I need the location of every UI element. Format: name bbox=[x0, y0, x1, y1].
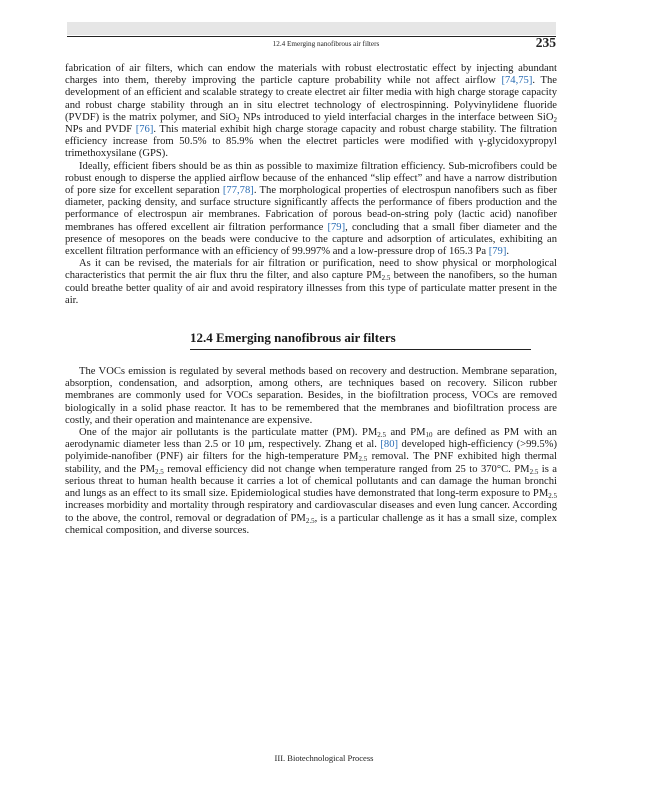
subscript: 2.5 bbox=[377, 431, 387, 440]
subscript: 2.5 bbox=[381, 274, 391, 283]
footer-part-title: III. Biotechnological Process bbox=[274, 753, 374, 763]
paragraph: Ideally, efficient fibers should be as thin as possible to maximize filtration efficiency. Sub-microfibers could be robust enough to disperse the applied airflow because of the enhanced “slip effect” and have a narrow distribution of pore size for excellent separation [77,78]. The morphological properties of electrospun nanofibers such as fiber diameter, packing density, and surface structure significantly affects the performance of fibers production and the performance of electrospun air membranes. Fabrication of porous bead-on-string poly (lactic acid) nanofiber membranes has offered excellent air filtration performance [79], concluding that a small fiber diameter and the presence of mesopores on the beads were conducive to the capture and adsorption of articulates, exhibiting an excellent filtration performance with an efficiency of 99.997% and a low-pressure drop of 165.3 Pa [79]. bbox=[65, 160, 557, 258]
subscript: 2.5 bbox=[155, 467, 164, 476]
section-paragraphs bbox=[65, 366, 557, 537]
citation-link[interactable]: [79] bbox=[327, 221, 346, 233]
subscript: 2.5 bbox=[358, 455, 368, 464]
citation-link[interactable]: [80] bbox=[380, 439, 399, 451]
page-body bbox=[65, 63, 557, 537]
subscript: 2.5 bbox=[548, 492, 557, 501]
page-number: 235 bbox=[535, 35, 556, 50]
paragraph: fabrication of air filters, which can endow the materials with robust electrostatic effect by injecting abundant charges into them, thereby improving the particle capture probability while not affect airflow [74,75]. The development of an efficient and scalable strategy to create electret air filter media with high charge storage capacity and robust charge stability through an in situ electret technology of electrospinning. Polyvinylidene fluoride (PVDF) is the matrix polymer, and SiO$_2$ NPs introduced to yield interfacial charges in the interface between SiO$_2$ NPs and PVDF [76]. This material exhibit high charge storage capacity and robust charge stability. The filtration efficiency increase from 50.5% to 85.9% when the electret particles were modified with γ-glycidoxypropyl trimethoxysilane (GPS). bbox=[65, 63, 558, 160]
paragraph: One of the major air pollutants is the particulate matter (PM). $PM_{2.5}$ and $PM_{10}$ are defined as PM with an aerodynamic diameter less than 2.5 or 10 μm, respectively. Zhang et al. [80] developed high-efficiency (>99.5%) polyimide-nanofiber (PNF) air filters for the high-temperature $PM_{2.5}$ removal. The PNF exhibited high thermal stability, and the $PM_{2.5}$ removal efficiency did not change when temperature ranged from 25 to 370°C. $PM_{2.5}$ is a serious threat to human health because it carries a lot of chemical pollutants and can damage the human bronchi and lungs as an effect to its small size. Epidemiological studies have demonstrated that long-term exposure to $PM_{2.5}$ increases morbidity and mortality through respiratory and cardiovascular diseases and even lung cancer. According to the above, the control, removal or degradation of $PM_{2.5}$, is a particular challenge as it has a small size, complex chemical composition, and diverse sources. bbox=[65, 427, 558, 536]
subscript: 2.5 bbox=[529, 467, 539, 476]
header-band bbox=[67, 22, 556, 35]
running-head: 12.4 Emerging nanofibrous air filters bbox=[272, 40, 380, 48]
paragraph: As it can be revised, the materials for air filtration or purification, need to show physical or morphological characteristics that permit the air flux thru the filter, and also capture $PM_{2.5}$ between the nanofibers, so the human could breathe better quality of air and avoid respiratory illnesses from this type of particulate matter present in the air. bbox=[65, 258, 557, 306]
section-heading: 12.4 Emerging nanofibrous air filters bbox=[190, 330, 531, 350]
subscript: 2 bbox=[236, 115, 240, 124]
header-rule bbox=[67, 36, 556, 37]
citation-link[interactable]: [74,75] bbox=[501, 75, 533, 87]
citation-link[interactable]: [79] bbox=[488, 246, 507, 258]
subscript: 10 bbox=[425, 431, 433, 440]
subscript: 2.5 bbox=[305, 516, 315, 525]
body-paragraphs bbox=[65, 63, 557, 307]
paragraph: The VOCs emission is regulated by several methods based on recovery and destruction. Membrane separation, absorption, condensation, and adsorption, among others, are techniques based on recovery. Silicon rubber membranes are commonly used for VOCs separation. Besides, in the biofiltration process, VOCs are removed biologically in a solid phase reactor. It has to be remembered that the membranes and biofiltration process are costly, and their operation and maintenance are expensive. bbox=[65, 366, 557, 426]
subscript: 2 bbox=[553, 115, 557, 124]
citation-link[interactable]: [77,78] bbox=[222, 185, 254, 197]
citation-link[interactable]: [76] bbox=[135, 124, 154, 136]
